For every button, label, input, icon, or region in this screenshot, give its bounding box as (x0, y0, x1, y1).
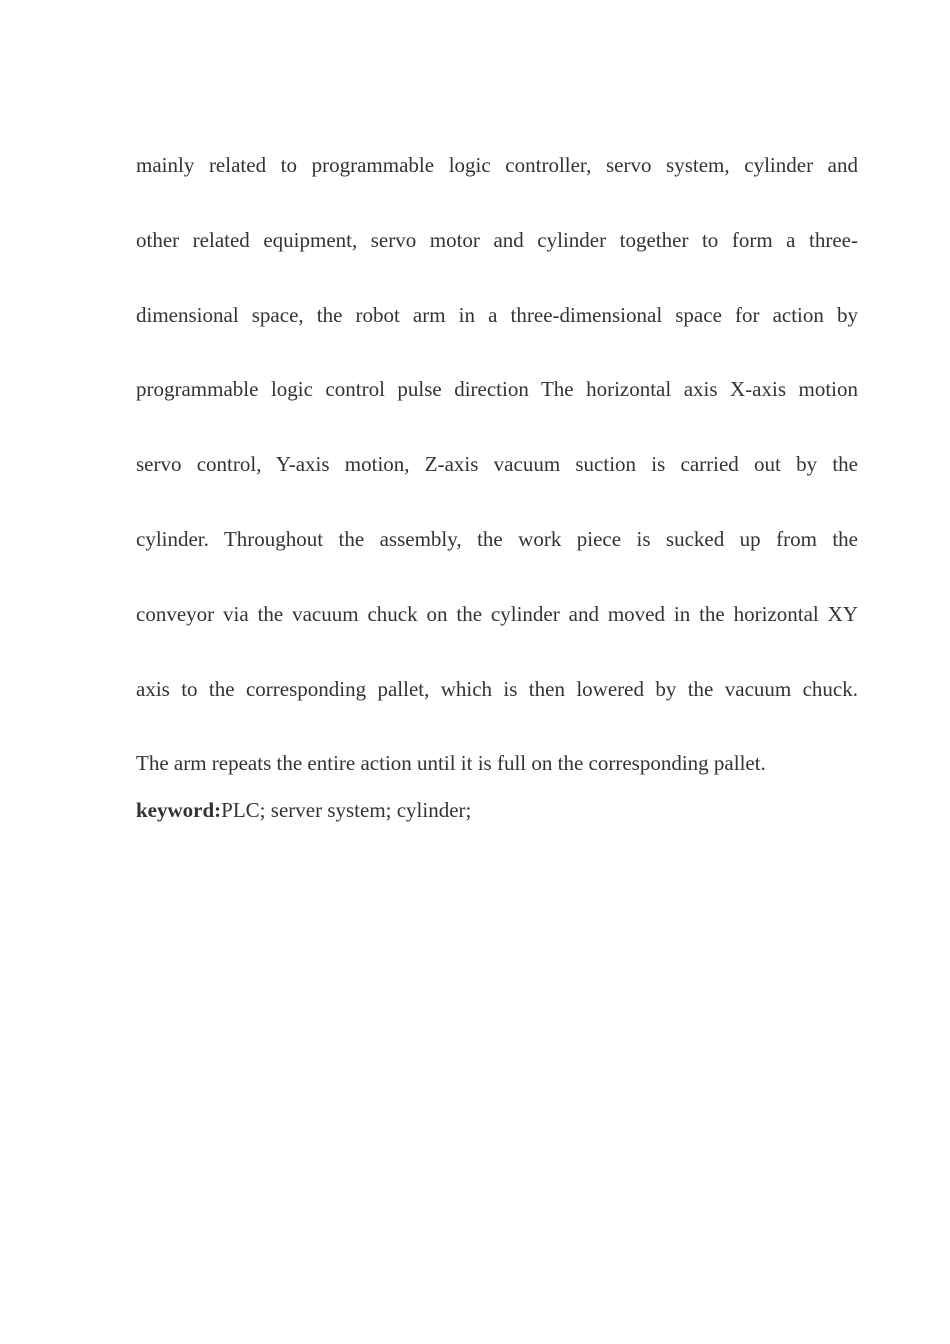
abstract-paragraph (136, 128, 858, 801)
abstract-line: dimensional space, the robot arm in a three-dimensional space for action by (136, 302, 858, 327)
keywords-line (136, 796, 471, 824)
keywords-label: keyword: (136, 798, 222, 822)
abstract-line: The arm repeats the entire action until it is full on the corresponding pallet. (136, 751, 766, 776)
abstract-line: axis to the corresponding pallet, which is then lowered by the vacuum chuck. (136, 676, 858, 701)
abstract-line: other related equipment, servo motor and cylinder together to form a three- (136, 227, 858, 252)
abstract-line: programmable logic control pulse direction The horizontal axis X-axis motion (136, 377, 858, 402)
abstract-line: conveyor via the vacuum chuck on the cylinder and moved in the horizontal XY (136, 601, 858, 626)
abstract-line: cylinder. Throughout the assembly, the work piece is sucked up from the (136, 526, 858, 551)
abstract-line: servo control, Y-axis motion, Z-axis vacuum suction is carried out by the (136, 452, 858, 477)
keywords-value: PLC; server system; cylinder; (221, 798, 472, 822)
abstract-line: mainly related to programmable logic controller, servo system, cylinder and (136, 153, 858, 177)
